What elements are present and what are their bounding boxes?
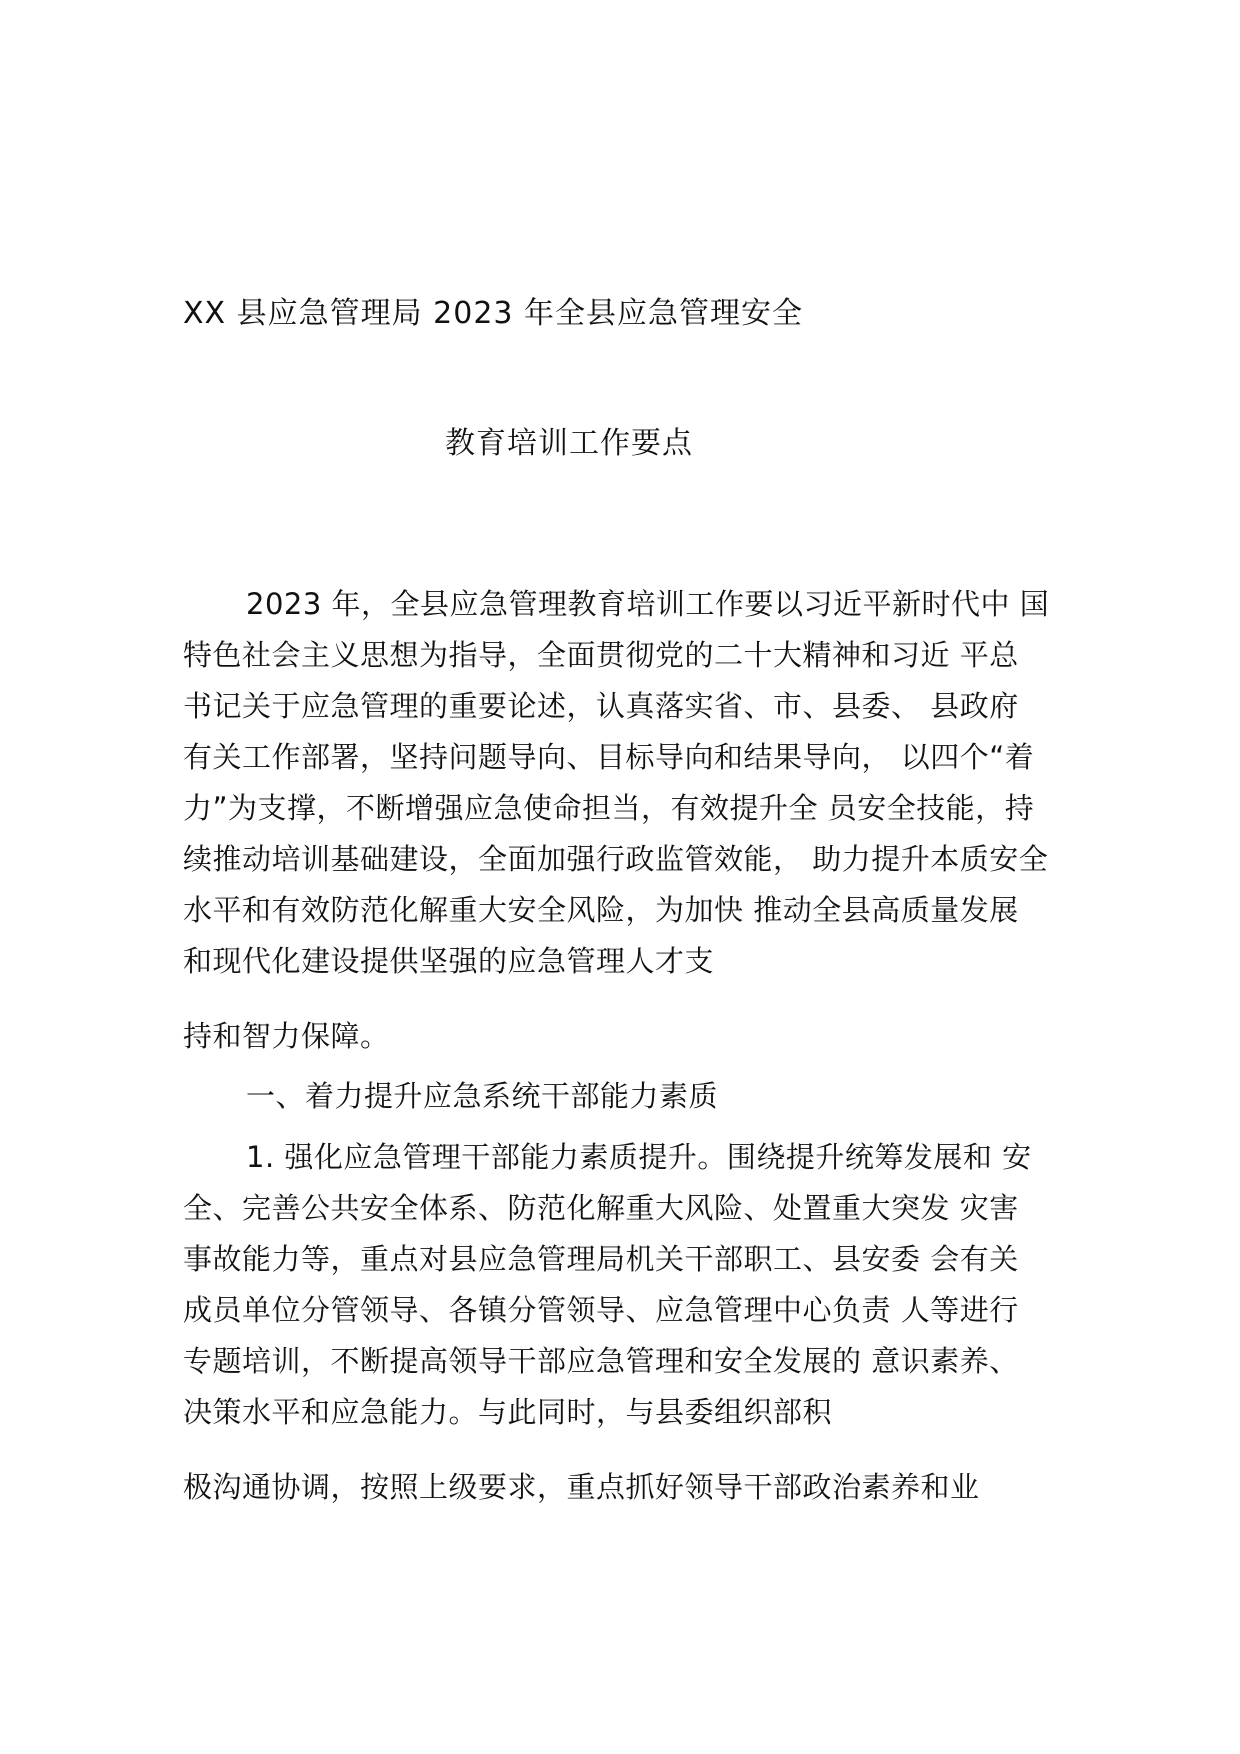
item-1-line: 专题培训，不断提高领导干部应急管理和安全发展的 意识素养、: [183, 1344, 1019, 1378]
item-1-line: 事故能力等，重点对县应急管理局机关干部职工、县安委 会有关: [183, 1242, 1019, 1276]
paragraph-1-line: 书记关于应急管理的重要论述，认真落实省、市、县委、 县政府: [183, 689, 1019, 723]
item-1-line: 成员单位分管领导、各镇分管领导、应急管理中心负责 人等进行: [183, 1293, 1019, 1327]
paragraph-1-line: 2023 年，全县应急管理教育培训工作要以习近平新时代中 国: [246, 587, 1050, 621]
paragraph-1-line: 力”为支撑，不断增强应急使命担当，有效提升全 员安全技能，持: [183, 791, 1035, 825]
paragraph-1-line: 水平和有效防范化解重大安全风险，为加快 推动全县高质量发展: [183, 893, 1019, 927]
document-title-line-1: XX 县应急管理局 2023 年全县应急管理安全: [183, 296, 804, 331]
paragraph-1-line: 特色社会主义思想为指导，全面贯彻党的二十大精神和习近 平总: [183, 638, 1019, 672]
document-title-line-2: 教育培训工作要点: [445, 426, 693, 461]
paragraph-1-line: 有关工作部署，坚持问题导向、目标导向和结果导向， 以四个“着: [183, 740, 1035, 774]
section-1-heading: 一、着力提升应急系统干部能力素质: [246, 1079, 719, 1113]
item-1-line: 1. 强化应急管理干部能力素质提升。围绕提升统筹发展和 安: [246, 1140, 1032, 1174]
item-1-line: 全、完善公共安全体系、防范化解重大风险、处置重大突发 灾害: [183, 1191, 1019, 1225]
paragraph-1-line: 和现代化建设提供坚强的应急管理人才支: [183, 944, 715, 978]
item-1-tail: 极沟通协调，按照上级要求，重点抓好领导干部政治素养和业: [183, 1470, 980, 1504]
item-1-line: 决策水平和应急能力。与此同时，与县委组织部积: [183, 1395, 833, 1429]
paragraph-1-line: 续推动培训基础建设，全面加强行政监管效能， 助力提升本质安全: [183, 842, 1049, 876]
paragraph-1-tail: 持和智力保障。: [183, 1019, 390, 1053]
